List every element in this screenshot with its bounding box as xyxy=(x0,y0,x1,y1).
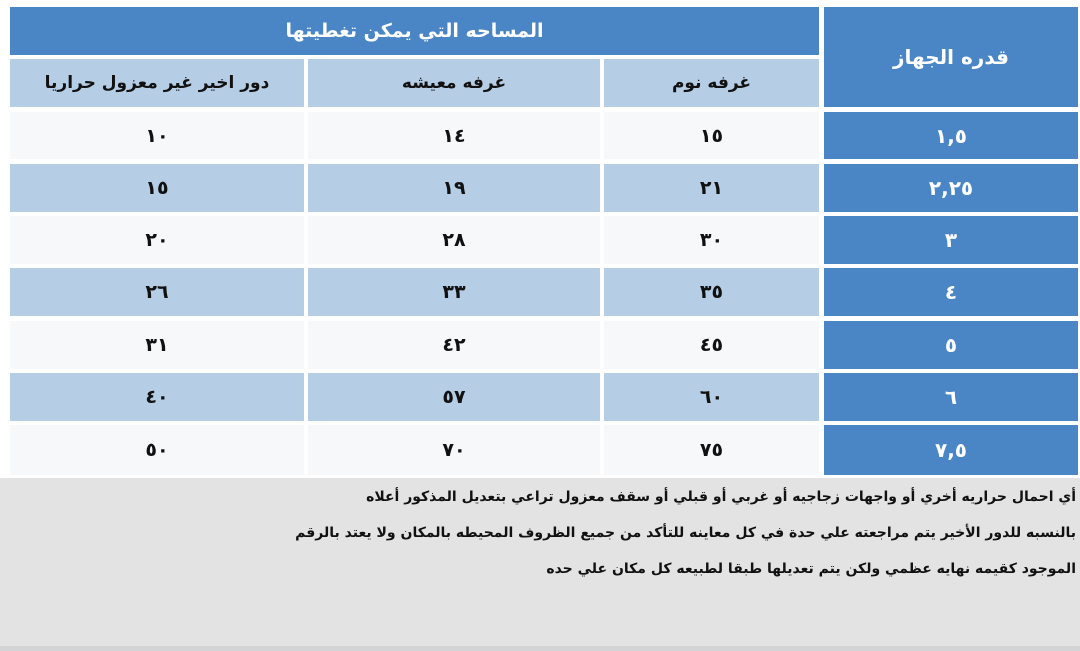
top-floor-cell: ٣١ xyxy=(10,321,304,369)
top-floor-cell: ٢٠ xyxy=(10,216,304,264)
coverage-group-header: المساحه التي يمكن تغطيتها xyxy=(10,7,819,55)
bedroom-cell: ٧٥ xyxy=(604,425,819,475)
top-floor-cell: ١٥ xyxy=(10,164,304,212)
top-floor-cell: ١٠ xyxy=(10,112,304,159)
capacity-cell: ٧,٥ xyxy=(824,425,1078,475)
capacity-cell: ٣ xyxy=(824,216,1078,264)
note-line: الموجود كقيمه نهايه عظمي ولكن يتم تعديلها طبقا لطبيعه كل مكان علي حده xyxy=(546,561,1076,577)
bedroom-cell: ٦٠ xyxy=(604,373,819,421)
living-cell: ١٩ xyxy=(308,164,600,212)
living-cell: ١٤ xyxy=(308,112,600,159)
capacity-cell: ٢,٢٥ xyxy=(824,164,1078,212)
note-line: بالنسبه للدور الأخير يتم مراجعته علي حدة في كل معاينه للتأكد من جميع الظروف المحيطه بالمكان ولا يعتد بالرقم xyxy=(295,525,1076,541)
note-line: أي احمال حراريه أخري أو واجهات زجاجيه أو غربي أو قبلي أو سقف معزول تراعي بتعديل المذكور أعلاه xyxy=(366,489,1076,505)
bedroom-cell: ٤٥ xyxy=(604,321,819,369)
capacity-header: قدره الجهاز xyxy=(824,7,1078,107)
living-cell: ٢٨ xyxy=(308,216,600,264)
column-header-living-room: غرفه معيشه xyxy=(308,59,600,107)
top-floor-cell: ٢٦ xyxy=(10,268,304,316)
living-cell: ٧٠ xyxy=(308,425,600,475)
bedroom-cell: ١٥ xyxy=(604,112,819,159)
bedroom-cell: ٢١ xyxy=(604,164,819,212)
capacity-cell: ١,٥ xyxy=(824,112,1078,159)
column-header-bedroom: غرفه نوم xyxy=(604,59,819,107)
column-header-top-floor: دور اخير غير معزول حراريا xyxy=(10,59,304,107)
living-cell: ٤٢ xyxy=(308,321,600,369)
capacity-cell: ٤ xyxy=(824,268,1078,316)
bedroom-cell: ٣٠ xyxy=(604,216,819,264)
living-cell: ٥٧ xyxy=(308,373,600,421)
bedroom-cell: ٣٥ xyxy=(604,268,819,316)
capacity-cell: ٥ xyxy=(824,321,1078,369)
bottom-divider xyxy=(0,646,1080,651)
living-cell: ٣٣ xyxy=(308,268,600,316)
top-floor-cell: ٥٠ xyxy=(10,425,304,475)
capacity-cell: ٦ xyxy=(824,373,1078,421)
top-floor-cell: ٤٠ xyxy=(10,373,304,421)
